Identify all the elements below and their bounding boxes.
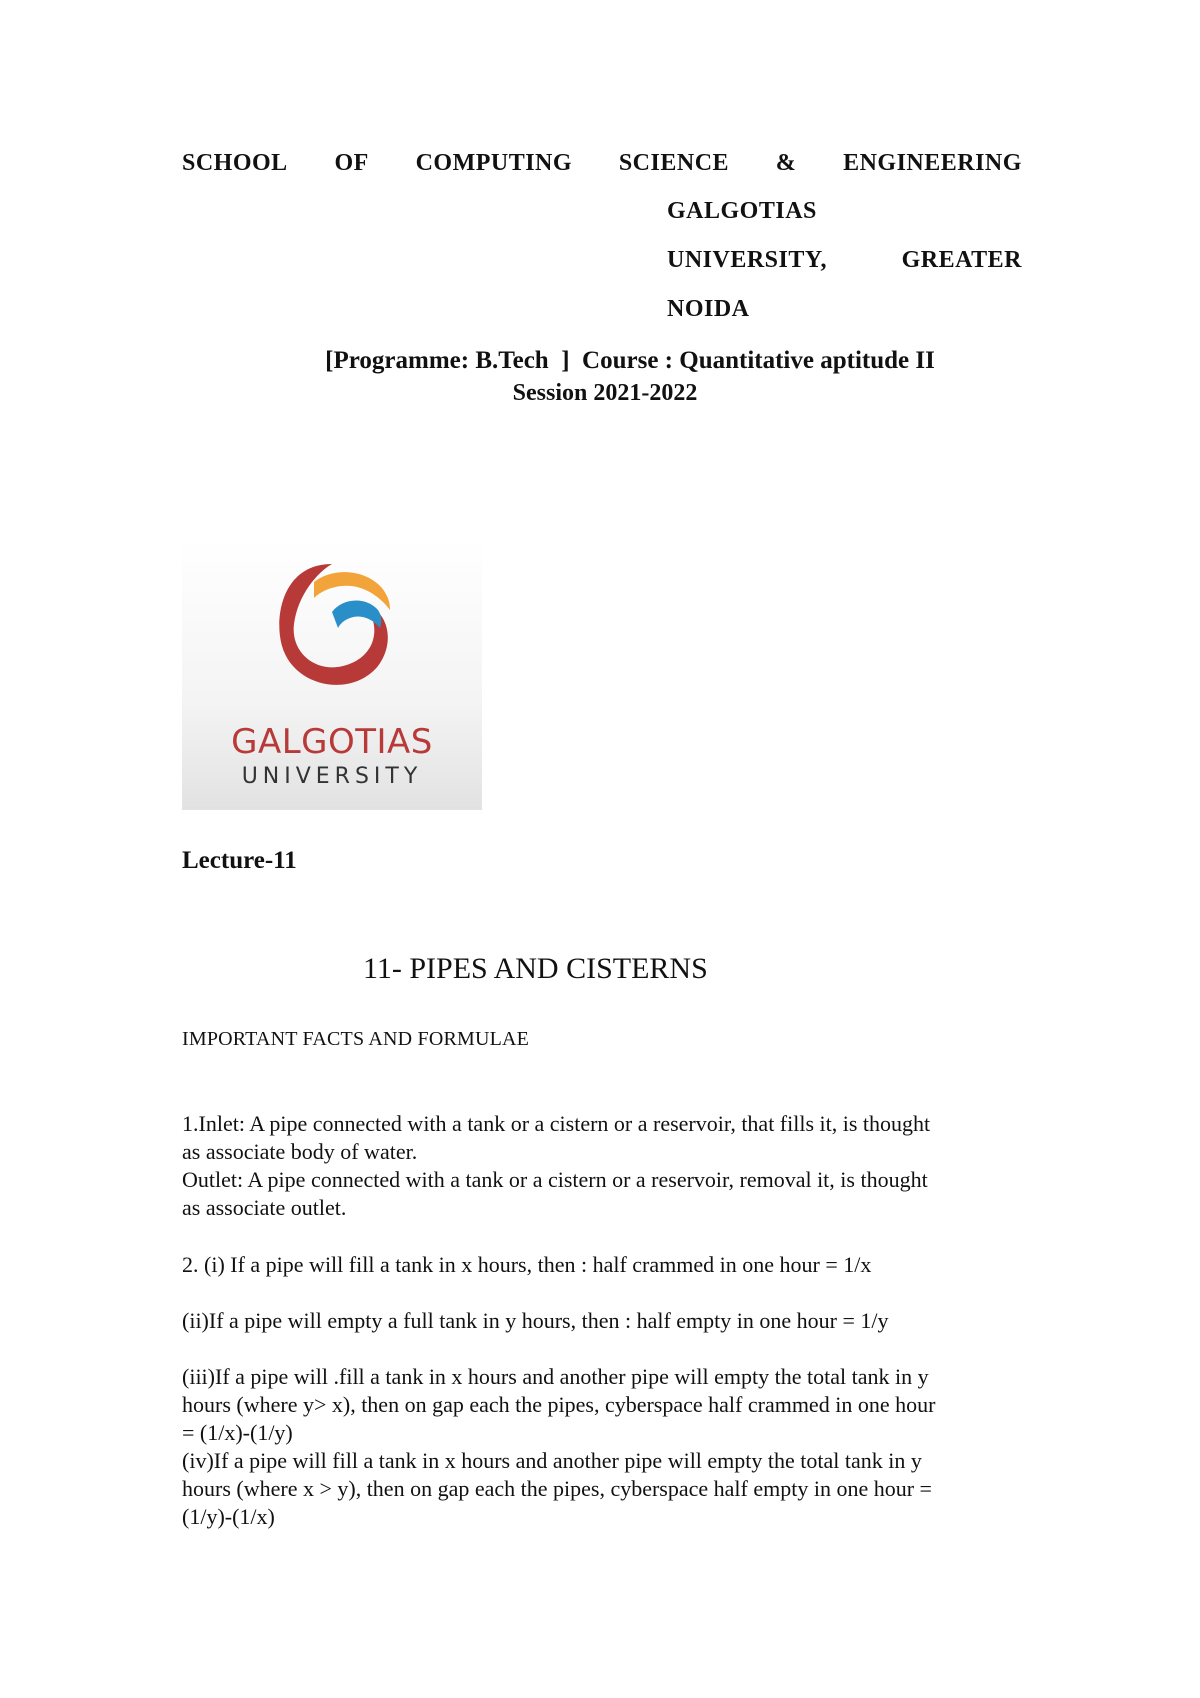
header-word: OF (334, 150, 369, 176)
programme-course-line: [Programme: B.Tech ] Course : Quantitative aptitude II (325, 347, 935, 374)
text-line: (iv)If a pipe will fill a tank in x hours and another pipe will empty the total tank in y (182, 1448, 922, 1473)
header-word: GREATER (901, 247, 1022, 273)
text-line: (iii)If a pipe will .fill a tank in x hours and another pipe will empty the total tank in y (182, 1364, 929, 1389)
text-line: Outlet: A pipe connected with a tank or a cistern or a reservoir, removal it, is thought (182, 1167, 928, 1192)
city-line: NOIDA (667, 296, 750, 322)
logo-subtitle: UNIVERSITY (241, 764, 423, 789)
university-logo (182, 538, 482, 810)
paragraph-empty-rate (182, 1307, 1032, 1335)
chapter-title: 11- PIPES AND CISTERNS (363, 952, 708, 985)
university-location-line (667, 247, 1022, 274)
header-word: ENGINEERING (843, 150, 1022, 176)
text-line: hours (where x > y), then on gap each the pipes, cyberspace half empty in one hour = (182, 1476, 932, 1501)
header-word: UNIVERSITY, (667, 247, 827, 273)
text-line: (ii)If a pipe will empty a full tank in y hours, then : half empty in one hour = 1/y (182, 1308, 889, 1333)
text-line: (1/y)-(1/x) (182, 1504, 275, 1529)
paragraph-fill-rate (182, 1251, 1032, 1279)
text-line: = (1/x)-(1/y) (182, 1420, 293, 1445)
paragraph-net-rate (182, 1363, 1032, 1531)
header-word: COMPUTING (415, 150, 573, 176)
lecture-label: Lecture-11 (182, 847, 297, 874)
text-line: hours (where y> x), then on gap each the pipes, cyberspace half crammed in one hour (182, 1392, 936, 1417)
section-heading: IMPORTANT FACTS AND FORMULAE (182, 1028, 530, 1050)
text-line: 2. (i) If a pipe will fill a tank in x hours, then : half crammed in one hour = 1/x (182, 1252, 872, 1277)
university-name-line: GALGOTIAS (667, 198, 817, 224)
text-line: as associate body of water. (182, 1139, 418, 1164)
text-line: as associate outlet. (182, 1195, 347, 1220)
logo-emblem-icon (182, 538, 482, 718)
header-word: SCHOOL (182, 150, 288, 176)
header-word: & (775, 150, 797, 176)
school-name-line (182, 150, 1022, 177)
logo-wordmark: GALGOTIAS (231, 722, 433, 762)
paragraph-inlet-outlet (182, 1110, 1032, 1222)
session-line: Session 2021-2022 (512, 380, 698, 406)
text-line: 1.Inlet: A pipe connected with a tank or a cistern or a reservoir, that fills it, is thought (182, 1111, 931, 1136)
header-word: SCIENCE (618, 150, 730, 176)
